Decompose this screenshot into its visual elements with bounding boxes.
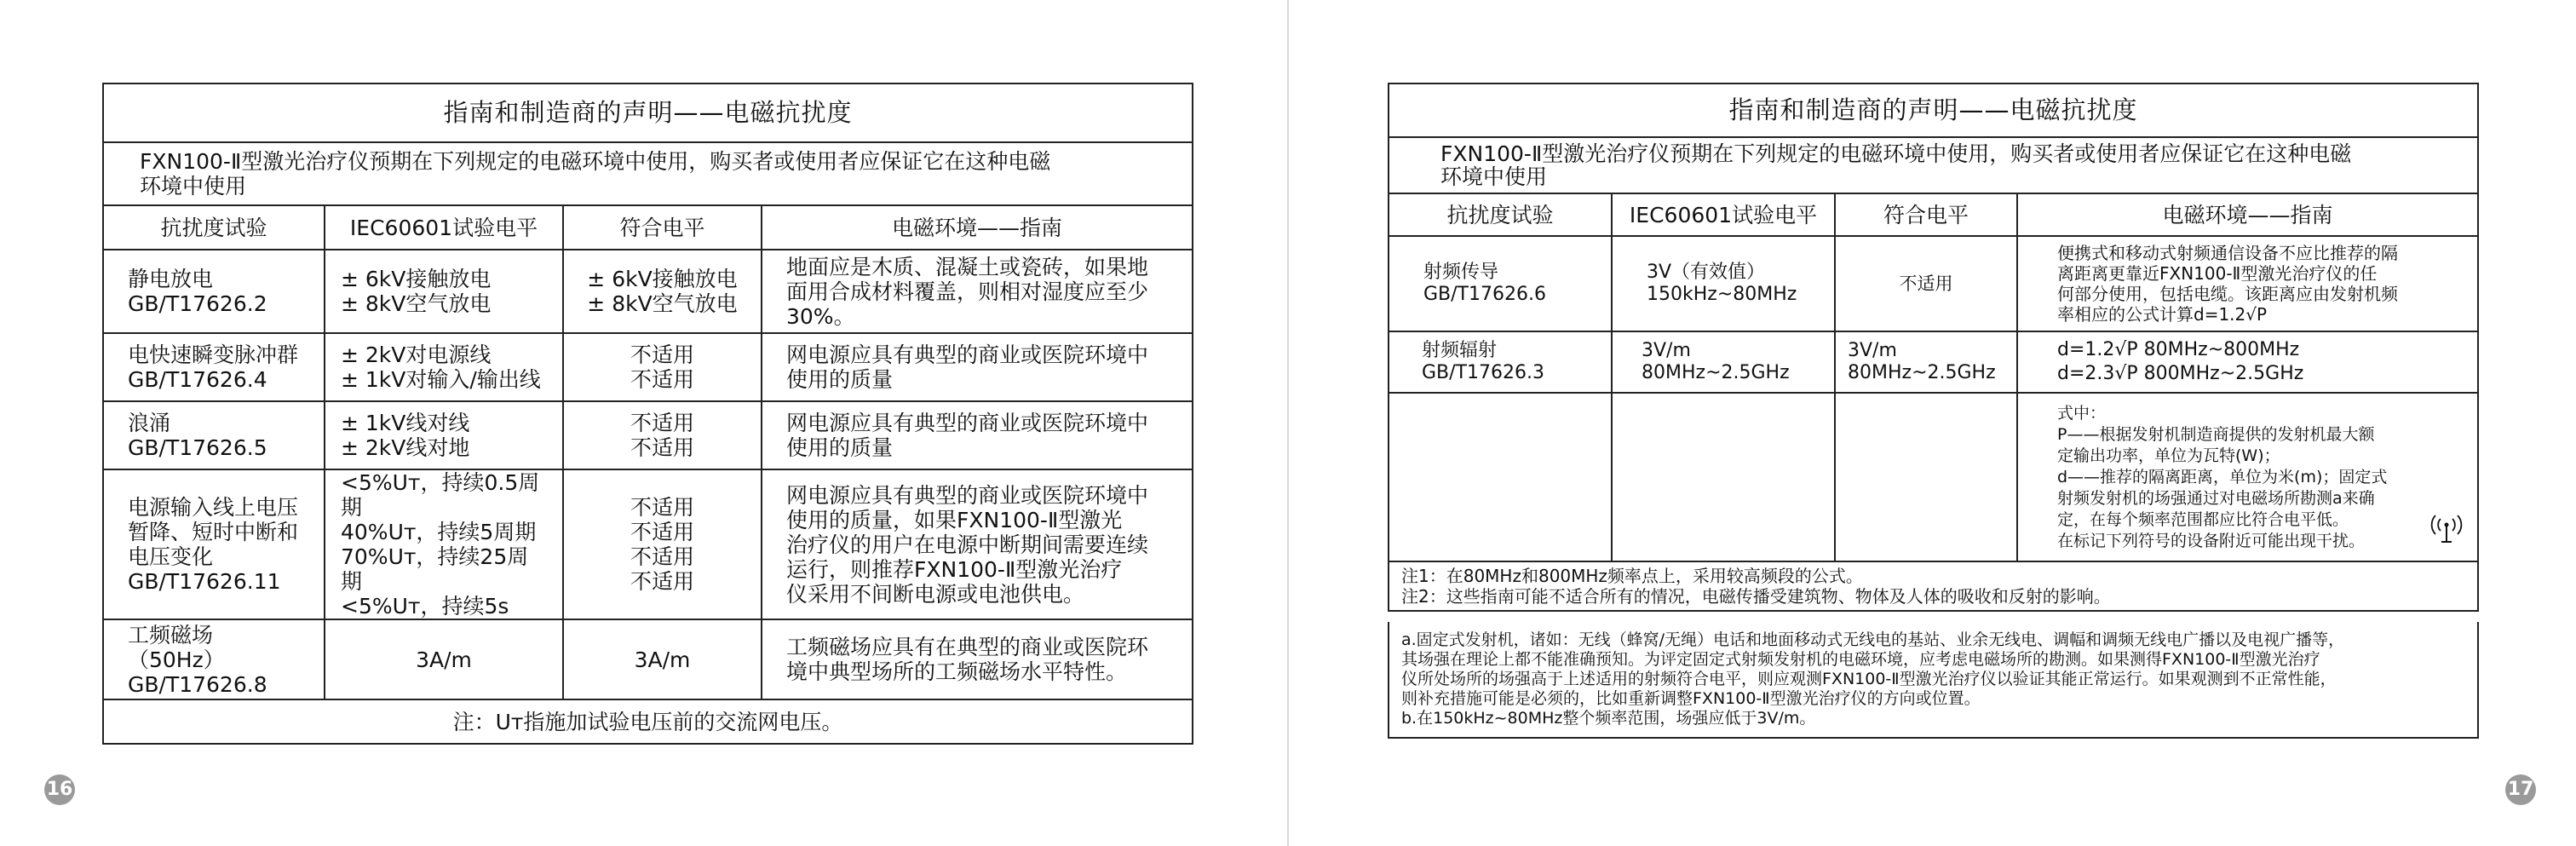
table-intro: FXN100-Ⅱ型激光治疗仪预期在下列规定的电磁环境中使用，购买者或使用者应保证它在这种电磁 环境中使用 <box>1389 137 2478 193</box>
note-1: 注1：在80MHz和800MHz频率点上，采用较高频段的公式。 <box>1401 566 1863 586</box>
guidance-cell: 地面应是木质、混凝土或瓷砖，如果地 面用合成材料覆盖，则相对湿度应至少 30%。 <box>762 250 1193 333</box>
test-cell: 浪涌 GB/T17626.5 <box>103 401 325 469</box>
test-cell: 电快速瞬变脉冲群 GB/T17626.4 <box>103 333 325 401</box>
page-number: 16 <box>44 774 75 805</box>
guidance-cell <box>2017 393 2478 561</box>
guidance-cell: 网电源应具有典型的商业或医院环境中 使用的质量 <box>762 333 1193 401</box>
test-cell: 电源输入线上电压 暂降、短时中断和 电压变化 GB/T17626.11 <box>103 469 325 619</box>
iec-cell: ± 2kV对电源线 ± 1kV对输入/输出线 <box>325 333 563 401</box>
radio-transmitter-icon <box>2428 515 2465 544</box>
test-cell: 静电放电 GB/T17626.2 <box>103 250 325 333</box>
immunity-table-left <box>102 83 1193 745</box>
iec-cell: 3V/m 80MHz~2.5GHz <box>1612 331 1835 393</box>
table-row <box>103 401 1193 469</box>
header-guidance: 电磁环境——指南 <box>762 205 1193 250</box>
header-test: 抗扰度试验 <box>103 205 325 250</box>
compliance-cell: 不适用 不适用 <box>563 333 762 401</box>
iec-cell: 3V（有效值） 150kHz~80MHz <box>1612 236 1835 331</box>
guidance-cell: 工频磁场应具有在典型的商业或医院环 境中典型场所的工频磁场水平特性。 <box>762 619 1193 699</box>
compliance-cell: 3V/m 80MHz~2.5GHz <box>1835 331 2017 393</box>
guidance-cell: d=1.2√P 80MHz~800MHz d=2.3√P 800MHz~2.5GHz <box>2017 331 2478 393</box>
page-right <box>1289 0 2576 846</box>
header-iec-level: IEC60601试验电平 <box>325 205 563 250</box>
table-row <box>103 333 1193 401</box>
table-title: 指南和制造商的声明——电磁抗扰度 <box>1389 83 2478 137</box>
iec-cell: <5%Uт，持续0.5周期 40%Uт，持续5周期 70%Uт，持续25周期 <5%Uт，持续5s <box>325 469 563 619</box>
page-left <box>0 0 1287 846</box>
page-number: 17 <box>2505 774 2536 805</box>
table-row <box>1389 393 2478 561</box>
test-cell: 射频传导 GB/T17626.6 <box>1389 236 1612 331</box>
table-note: 注：Uт指施加试验电压前的交流网电压。 <box>103 699 1193 744</box>
iec-cell: 3A/m <box>325 619 563 699</box>
table-notes <box>1389 561 2478 611</box>
header-compliance: 符合电平 <box>563 205 762 250</box>
guidance-cell: 网电源应具有典型的商业或医院环境中 使用的质量 <box>762 401 1193 469</box>
empty-cell <box>1835 393 2017 561</box>
header-test: 抗扰度试验 <box>1389 193 1612 236</box>
table-intro: FXN100-Ⅱ型激光治疗仪预期在下列规定的电磁环境中使用，购买者或使用者应保证它在这种电磁 环境中使用 <box>103 142 1193 205</box>
header-compliance: 符合电平 <box>1835 193 2017 236</box>
test-cell: 工频磁场（50Hz） GB/T17626.8 <box>103 619 325 699</box>
footnote-box: a.固定式发射机，诸如：无线（蜂窝/无绳）电话和地面移动式无线电的基站、业余无线电、调幅和调频无线电广播以及电视广播等， 其场强在理论上都不能准确预知。为评定固定式射频发射机的电磁环境，应考虑电磁场所的勘测。如果测得FXN100-Ⅱ型激光治疗 仪所处场所的场强高于上述适用的射频符合电平，则应观测FXN100-Ⅱ型激光治疗仪以验证其能正常运行。如果观测到不正常性能， 则补充措施可能是必须的，比如重新调整FXN100-Ⅱ型激光治疗仪的方向或位置。 b.在150kHz~80MHz整个频率范围，场强应低于3V/m。 <box>1388 622 2479 739</box>
compliance-cell: 3A/m <box>563 619 762 699</box>
table-row <box>103 619 1193 699</box>
guidance-cell: 便携式和移动式射频通信设备不应比推荐的隔 离距离更靠近FXN100-Ⅱ型激光治疗仪的任 何部分使用，包括电缆。该距离应由发射机频 率相应的公式计算d=1.2√P <box>2017 236 2478 331</box>
table-title: 指南和制造商的声明——电磁抗扰度 <box>103 83 1193 142</box>
test-cell: 射频辐射 GB/T17626.3 <box>1389 331 1612 393</box>
compliance-cell: ± 6kV接触放电 ± 8kV空气放电 <box>563 250 762 333</box>
empty-cell <box>1389 393 1612 561</box>
immunity-table-right <box>1388 83 2479 612</box>
compliance-cell: 不适用 不适用 <box>563 401 762 469</box>
header-guidance: 电磁环境——指南 <box>2017 193 2478 236</box>
note-2: 注2：这些指南可能不适合所有的情况，电磁传播受建筑物、物体及人体的吸收和反射的影响。 <box>1401 586 2111 607</box>
header-iec-level: IEC60601试验电平 <box>1612 193 1835 236</box>
table-row <box>103 469 1193 619</box>
formula-legend: 式中： P——根据发射机制造商提供的发射机最大额 定输出功率，单位为瓦特(W)； d——推荐的隔离距离，单位为米(m)；固定式 射频发射机的场强通过对电磁场所勘测a来确 定，在每个频率范围都应比符合电平低。 在标记下列符号的设备附近可能出现干扰。 <box>2057 403 2388 550</box>
iec-cell: ± 1kV线对线 ± 2kV线对地 <box>325 401 563 469</box>
iec-cell: ± 6kV接触放电 ± 8kV空气放电 <box>325 250 563 333</box>
compliance-cell: 不适用 <box>1835 236 2017 331</box>
compliance-cell: 不适用 不适用 不适用 不适用 <box>563 469 762 619</box>
empty-cell <box>1612 393 1835 561</box>
table-row <box>1389 331 2478 393</box>
guidance-cell: 网电源应具有典型的商业或医院环境中 使用的质量，如果FXN100-Ⅱ型激光 治疗仪的用户在电源中断期间需要连续 运行，则推荐FXN100-Ⅱ型激光治疗 仪采用不间断电源或电池供电。 <box>762 469 1193 619</box>
table-row <box>1389 236 2478 331</box>
table-row <box>103 250 1193 333</box>
